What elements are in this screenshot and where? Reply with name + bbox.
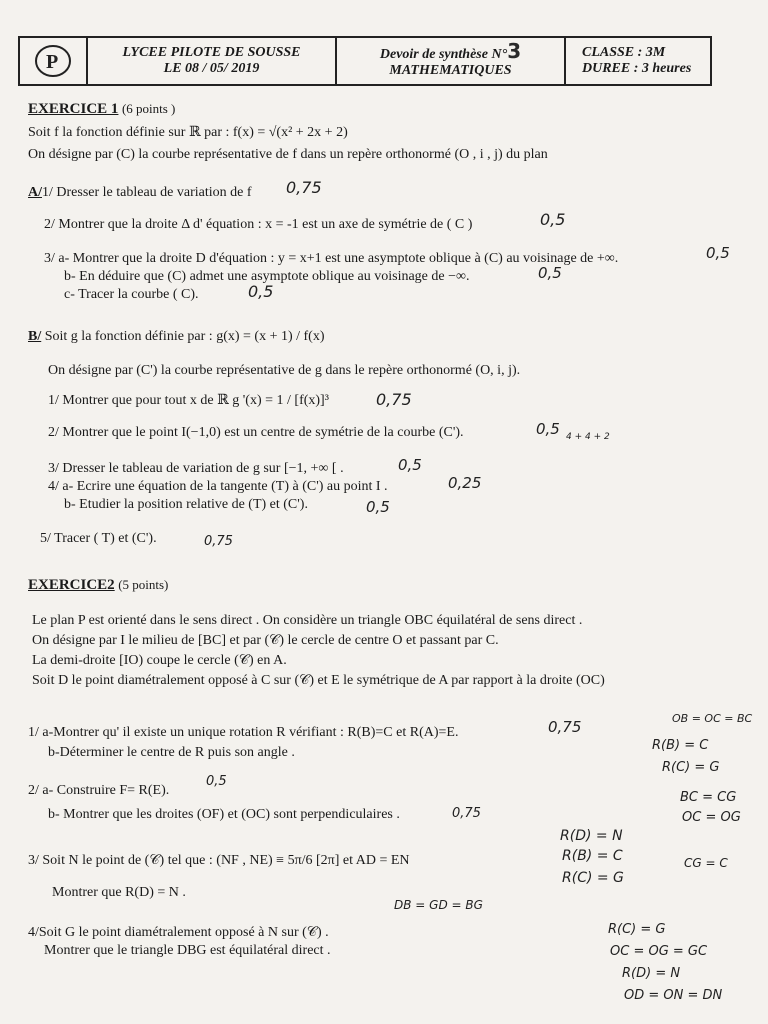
exam-date: LE 08 / 05/ 2019	[163, 61, 260, 76]
ex2-q2b: b- Montrer que les droites (OF) et (OC) sont perpendiculaires .	[48, 807, 400, 822]
ann-b1: 0,75	[376, 390, 412, 409]
ann-b4a: 0,25	[448, 474, 482, 492]
ex1-b1: 1/ Montrer que pour tout x de ℝ g '(x) = 1 / [f(x)]³	[48, 393, 329, 408]
ex1-b0: B/ Soit g la fonction définie par : g(x) = (x + 1) / f(x)	[28, 329, 325, 344]
ex1-line1: Soit f la fonction définie sur ℝ par : f(x) = √(x² + 2x + 2)	[28, 125, 348, 140]
ex2-points: (5 points)	[118, 577, 169, 592]
ann-a3c: 0,5	[248, 282, 274, 301]
subject: MATHEMATIQUES	[389, 63, 512, 78]
ex1-b4a: 4/ a- Ecrire une équation de la tangente (T) à (C') au point I .	[48, 479, 388, 494]
part-b-label: B/	[28, 329, 42, 344]
ann-m4: OC = OG	[682, 810, 741, 825]
ex1-line2: On désigne par (C) la courbe représentative de f dans un repère orthonormé (O , i , j) du plan	[28, 147, 548, 162]
ann-m2: R(B) = C	[562, 848, 623, 864]
ann-m8: R(D) = N	[622, 966, 681, 981]
ann-m12: OB = OC = BC	[672, 712, 753, 725]
ann-m7: OC = OG = GC	[610, 944, 708, 959]
ex2-q2a: 2/ a- Construire F= R(E).	[28, 783, 170, 798]
ann-a3b: 0,5	[538, 264, 562, 282]
ann-m6: R(C) = G	[608, 922, 666, 937]
part-a-label: A/	[28, 185, 42, 200]
ann-b2x: 4 + 4 + 2	[566, 432, 610, 442]
ann-m3: R(C) = G	[562, 870, 624, 886]
ex1-b2: 2/ Montrer que le point I(−1,0) est un centre de symétrie de la courbe (C').	[48, 425, 464, 440]
ann-a3a: 0,5	[706, 244, 730, 262]
ex1-b5: 5/ Tracer ( T) et (C').	[40, 531, 157, 546]
school-cell	[88, 38, 337, 84]
ex2-heading	[28, 576, 168, 595]
ann-q1r1: R(B) = C	[652, 738, 709, 753]
svg-text:P: P	[46, 51, 59, 73]
ex2-p3: La demi-droite [IO) coupe le cercle (𝒞) en A.	[32, 653, 287, 668]
ann-a2: 0,5	[540, 210, 566, 229]
classe-cell	[566, 38, 710, 84]
ex2-p1: Le plan P est orienté dans le sens direct . On considère un triangle OBC équilatéral de sens direct .	[32, 613, 583, 628]
ex2-p4: Soit D le point diamétralement opposé à C sur (𝒞) et E le symétrique de A par rapport à la droite (OC)	[32, 673, 605, 688]
devoir-cell	[337, 38, 566, 84]
ann-q2b: 0,75	[452, 806, 481, 821]
exam-header	[18, 36, 712, 86]
devoir-number: 3	[507, 39, 522, 63]
classe: CLASSE : 3M	[582, 45, 666, 60]
ann-b3: 0,5	[398, 456, 422, 474]
ex1-b0b: On désigne par (C') la courbe représentative de g dans le repère orthonormé (O, i, j).	[48, 363, 521, 378]
ex1-b4b: b- Etudier la position relative de (T) et (C').	[64, 497, 308, 512]
ex1-heading	[28, 100, 175, 119]
ann-m9: OD = ON = DN	[624, 988, 723, 1003]
ex1-a2: 2/ Montrer que la droite Δ d' équation : x = -1 est un axe de symétrie de ( C )	[44, 217, 473, 232]
ex2-q4: 4/Soit G le point diamétralement opposé à N sur (𝒞) .	[28, 925, 329, 940]
ann-m1: R(D) = N	[560, 828, 623, 844]
ex2-q4b: Montrer que le triangle DBG est équilatéral direct .	[44, 943, 331, 958]
ann-m5: DB = GD = BG	[394, 898, 483, 912]
ann-b2: 0,5	[536, 420, 560, 438]
ex1-title: EXERCICE 1	[28, 101, 119, 117]
ex2-title: EXERCICE2	[28, 577, 115, 593]
ex1-a3a: 3/ a- Montrer que la droite D d'équation : y = x+1 est une asymptote oblique à (C) au voisinage de +∞.	[44, 251, 619, 266]
ex2-p2: On désigne par I le milieu de [BC] et par (𝒞) le cercle de centre O et passant par C.	[32, 633, 499, 648]
school-logo-cell	[20, 38, 88, 84]
school-name: LYCEE PILOTE DE SOUSSE	[122, 45, 301, 60]
ann-q1a: 0,75	[548, 718, 582, 736]
ex2-q3: 3/ Soit N le point de (𝒞) tel que : (NF , NE) ≡ 5π/6 [2π] et AD = EN	[28, 853, 410, 868]
ex1-b3: 3/ Dresser le tableau de variation de g sur [−1, +∞ [ .	[48, 461, 344, 476]
devoir-title: Devoir de synthèse N°3	[379, 39, 522, 63]
school-logo-icon	[33, 43, 73, 79]
ex1-a3c: c- Tracer la courbe ( C).	[64, 287, 199, 302]
ex2-q1a: 1/ a-Montrer qu' il existe un unique rotation R vérifiant : R(B)=C et R(A)=E.	[28, 725, 459, 740]
ex1-points: (6 points )	[121, 101, 176, 116]
ex2-q3b: Montrer que R(D) = N .	[52, 885, 186, 900]
ann-m10: BC = CG	[680, 790, 737, 805]
ann-q2a: 0,5	[206, 774, 227, 789]
ex1-a3b: b- En déduire que (C) admet une asymptote oblique au voisinage de −∞.	[64, 269, 470, 284]
ann-b5: 0,75	[204, 534, 233, 549]
ex1-a1: A/1/ Dresser le tableau de variation de f	[28, 185, 252, 200]
ann-m11: CG = C	[684, 856, 728, 870]
ann-b4b: 0,5	[366, 498, 390, 516]
ex2-q1b: b-Déterminer le centre de R puis son angle .	[48, 745, 295, 760]
duree: DUREE : 3 heures	[582, 61, 692, 76]
ann-a1: 0,75	[286, 178, 322, 197]
ann-q1r2: R(C) = G	[662, 760, 720, 775]
